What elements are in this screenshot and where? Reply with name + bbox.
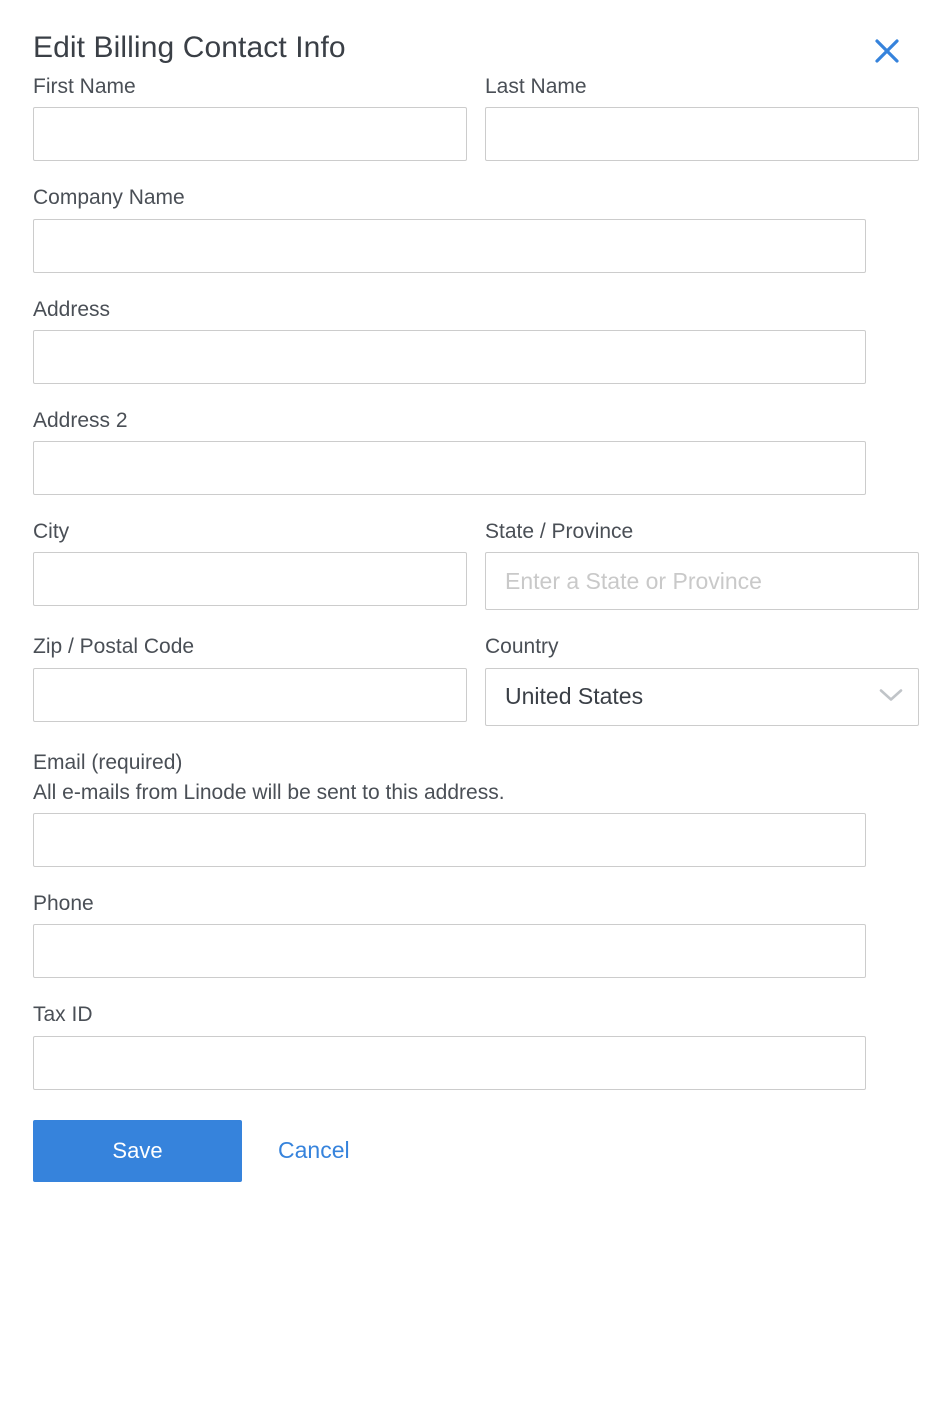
address-input[interactable]	[33, 330, 866, 384]
last-name-label: Last Name	[485, 75, 587, 98]
dialog-header	[33, 0, 919, 74]
state-province-label: State / Province	[485, 520, 634, 543]
first-name-label: First Name	[33, 75, 136, 98]
address-2-label: Address 2	[33, 408, 128, 432]
company-name-input[interactable]	[33, 219, 866, 273]
city-input[interactable]	[33, 552, 467, 606]
city-label: City	[33, 520, 70, 543]
last-name-field	[485, 74, 919, 161]
zip-country-row	[33, 634, 919, 749]
phone-label: Phone	[33, 892, 94, 915]
first-name-input[interactable]	[33, 107, 467, 161]
dialog-actions	[33, 1120, 919, 1182]
address-field	[33, 297, 866, 384]
save-button[interactable]: Save	[33, 1120, 242, 1182]
cancel-button[interactable]: Cancel	[264, 1120, 364, 1182]
email-label: Email (required)	[33, 750, 183, 774]
address-label: Address	[33, 297, 111, 321]
country-field	[485, 634, 919, 725]
country-select-wrap	[485, 668, 919, 726]
phone-input[interactable]	[33, 924, 866, 978]
email-field	[33, 750, 866, 868]
company-name-label: Company Name	[33, 186, 185, 210]
state-province-input[interactable]	[485, 552, 919, 610]
country-label: Country	[485, 635, 559, 659]
tax-id-field	[33, 1002, 866, 1089]
tax-id-label: Tax ID	[33, 1003, 93, 1027]
last-name-input[interactable]	[485, 107, 919, 161]
state-province-field	[485, 519, 919, 610]
name-row	[33, 74, 919, 185]
phone-field	[33, 891, 866, 978]
email-helper-text: All e-mails from Linode will be sent to this address.	[33, 780, 505, 804]
zip-postal-code-label: Zip / Postal Code	[33, 635, 195, 659]
country-select[interactable]: United States	[485, 668, 919, 726]
address-2-input[interactable]	[33, 441, 866, 495]
first-name-field	[33, 74, 467, 161]
address-2-field	[33, 408, 866, 495]
close-icon[interactable]	[870, 34, 904, 68]
tax-id-input[interactable]	[33, 1036, 866, 1090]
company-name-field	[33, 185, 866, 272]
city-field	[33, 519, 467, 610]
city-state-row	[33, 519, 919, 634]
email-input[interactable]	[33, 813, 866, 867]
dialog-title: Edit Billing Contact Info	[33, 31, 346, 64]
zip-postal-code-input[interactable]	[33, 668, 467, 722]
zip-postal-code-field	[33, 634, 467, 725]
